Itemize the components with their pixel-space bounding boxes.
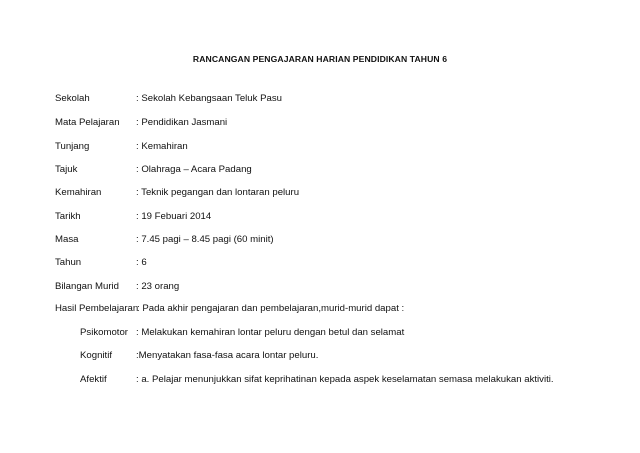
field-label: Tarikh: [55, 211, 81, 222]
field-row-kemahiran: [0, 186, 640, 200]
field-value: : 19 Febuari 2014: [136, 211, 212, 222]
sub-field-value: : Melakukan kemahiran lontar peluru dengan betul dan selamat: [136, 327, 405, 338]
field-value: : 7.45 pagi – 8.45 pagi (60 minit): [136, 234, 274, 245]
field-value: : Sekolah Kebangsaan Teluk Pasu: [136, 93, 282, 104]
sub-field-label: Kognitif: [80, 350, 112, 361]
sub-field-value: : a. Pelajar menunjukkan sifat keprihatinan kepada aspek keselamatan semasa melakukan aktiviti.: [136, 374, 554, 385]
field-label: Tajuk: [55, 164, 78, 175]
field-value: : 6: [136, 257, 147, 268]
field-label: Kemahiran: [55, 187, 102, 198]
field-value: : Kemahiran: [136, 141, 188, 152]
sub-field-row-kognitif: [0, 349, 640, 363]
field-row-sekolah: [0, 92, 640, 106]
field-label: Tunjang: [55, 141, 90, 152]
field-row-tajuk: [0, 163, 640, 177]
field-value: : 23 orang: [136, 281, 180, 292]
field-row-hasil-pembelajaran: [0, 302, 640, 316]
field-row-mata-pelajaran: [0, 116, 640, 130]
sub-field-value: :Menyatakan fasa-fasa acara lontar peluru.: [136, 350, 319, 361]
field-label: Bilangan Murid: [55, 281, 119, 292]
field-value: : Pada akhir pengajaran dan pembelajaran,murid-murid dapat :: [137, 303, 405, 314]
field-label: Hasil Pembelajaran: [55, 303, 139, 314]
field-label: Masa: [55, 234, 79, 245]
field-label: Tahun: [55, 257, 82, 268]
sub-field-row-afektif: [0, 373, 640, 387]
field-row-masa: [0, 233, 640, 247]
sub-field-label: Psikomotor: [80, 327, 128, 338]
field-value: : Pendidikan Jasmani: [136, 117, 228, 128]
field-label: Sekolah: [55, 93, 90, 104]
field-value: : Olahraga – Acara Padang: [136, 164, 252, 175]
field-value: : Teknik pegangan dan lontaran peluru: [136, 187, 300, 198]
sub-field-label: Afektif: [80, 374, 107, 385]
field-row-bilangan-murid: [0, 280, 640, 294]
field-label: Mata Pelajaran: [55, 117, 120, 128]
sub-field-row-psikomotor: [0, 326, 640, 340]
field-row-tunjang: [0, 140, 640, 154]
field-row-tahun: [0, 256, 640, 270]
field-row-tarikh: [0, 210, 640, 224]
document-title: RANCANGAN PENGAJARAN HARIAN PENDIDIKAN TAHUN 6: [192, 54, 448, 64]
